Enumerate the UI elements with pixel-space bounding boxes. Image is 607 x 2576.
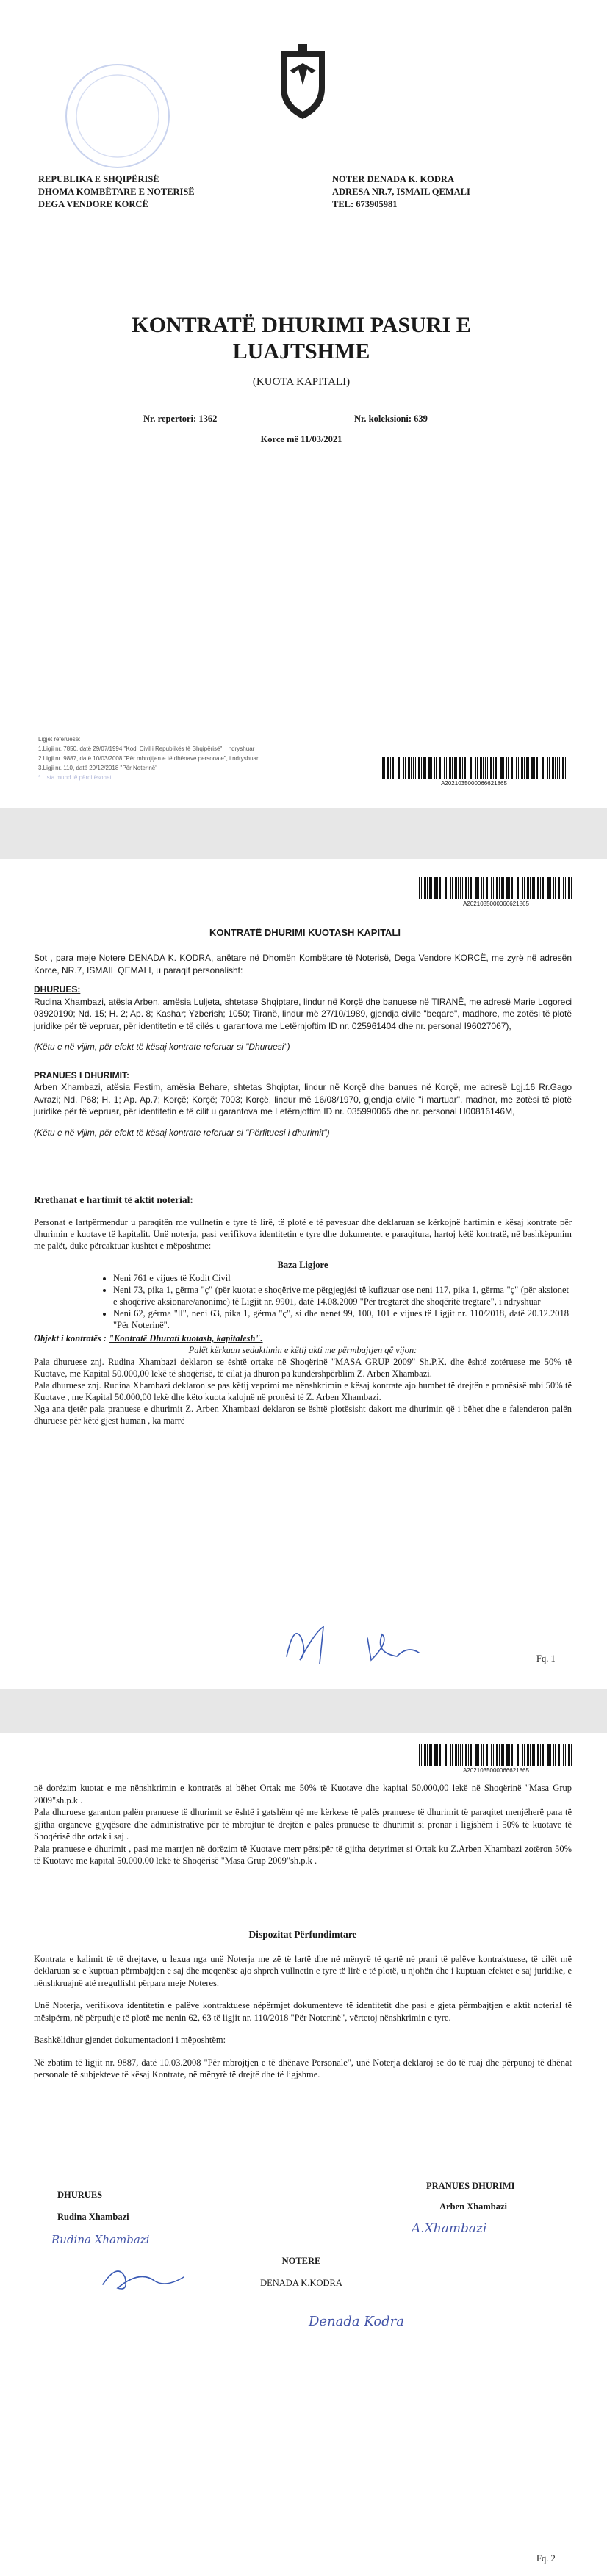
legal-base-heading: Baza Ligjore — [277, 1260, 328, 1270]
law-item: 2.Ligji nr. 9887, datë 10/03/2008 "Për mbrojtjen e të dhënave personale", i ndryshuar — [38, 755, 259, 762]
clause-4: Pala dhuruese garanton palën pranuese të dhurimit se është i gatshëm që me kërkese të palës pranuese të dhurimit të paraqitet menjëherë para të gjitha organeve gjyqësore dhe administrative për të mbrojtur të drejtën e palës pranuese të dhurimit si pronar i ligjshëm i 50% të kuotave të Shoqërisë dhe ortak i saj . — [34, 1807, 572, 1841]
object-label: Objekt i kontratës : — [34, 1333, 107, 1343]
clause-5: Pala pranuese e dhurimit , pasi me marrjen në dorëzim të Kuotave merr përsipër të gjitha detyrimet si Ortak ku Z.Arben Xhambazi zotëron 50% të Kuotave me kapital 50.000,00 lekë të Shoqërisë "Masa Grup 2009"sh.p.k . — [34, 1843, 572, 1866]
clause-continuation: në dorëzim kuotat e me nënshkrimin e kontratës ai bëhet Ortak me 50% të Kuotave dhe kapital 50.000,00 lekë në Shoqërinë "Masa Grup 2009"sh.p.k . — [34, 1783, 572, 1805]
page-1 — [0, 0, 607, 808]
object-value: "Kontratë Dhurati kuotash, kapitalesh". — [109, 1333, 263, 1343]
document-title: KONTRATË DHURIMI PASURI E LUAJTSHME — [132, 313, 471, 364]
right-header — [332, 173, 567, 211]
donor-label: DHURUES: — [34, 984, 81, 995]
parties-agreed: Palët kërkuan sedaktimin e këtij akti me përmbajtjen që vijon: — [188, 1345, 417, 1355]
notary-handwritten-name: Denada Kodra — [309, 2314, 405, 2329]
final-paragraph-3: Bashkëlidhur gjendet dokumentacioni i mëposhtëm: — [34, 2035, 226, 2045]
barcode — [419, 1744, 573, 1766]
barcode — [419, 877, 573, 899]
repertory-number: Nr. repertori: 1362 — [143, 414, 218, 424]
clause-2: Pala dhuruese znj. Rudina Xhambazi deklaron se pas këtij veprimi me nënshkrimin e kësaj kontrate ajo humbet të drejtën e pronësisë mbi 50% të Kuotave , me Kapital 50.000,00 lekë dhe këto kuota kalojnë në pronësi të Z. Arben Xhambazi. — [34, 1380, 572, 1402]
donors-label: DHURUES — [57, 2190, 103, 2200]
legal-base-item: • Neni 62, gërma "ll", neni 63, pika 1, gërma "ç", si dhe nenet 99, 100, 101 e vijues të Ligjit nr. 110/2018, datë 20.12.2018 "Për Noterinë". — [113, 1307, 569, 1331]
recipients-label: PRANUES DHURIMI — [426, 2181, 515, 2191]
clause-1: Pala dhuruese znj. Rudina Xhambazi deklaron se është ortake në Shoqërinë "MASA GRUP 2009" Sh.P.K, dhe është zotëruese me 50% të Kuotave, me Kapital 50.000,00 lekë të shoqërisë, të cilat ja dhuron pa kundërshpërblim Z. Arben Xhambazi. — [34, 1357, 572, 1379]
circumstances-text: Personat e lartpërmendur u paraqitën me vullnetin e tyre të lirë, të plotë e të pavesuar dhe deklaruan se kërkojnë hartimin e kësaj kontrate për dhurimin e kuotave të kapitalit. Unë noterja, pasi verifikova identitetin e tyre dhe dokumentet e paraqitura, hartoj këtë kontratë, në bashkëpunim me palët, duke përcaktuar kushtet e mëposhtme: — [34, 1217, 572, 1251]
notary-name: DENADA K.KODRA — [260, 2278, 342, 2288]
header-notary-name: NOTER DENADA K. KODRA — [332, 174, 454, 184]
donor-handwritten-name: Rudina Xhambazi — [51, 2233, 150, 2246]
final-provisions — [34, 1929, 572, 2081]
recipient-label: PRANUES I DHURIMIT: — [34, 1069, 130, 1080]
final-paragraph-2: Unë Noterja, verifikova identitetin e palëve kontraktuese nëpërmjet dokumenteve të identitetit dhe pasi e gjeta përmbajtjen e aktit noterial të mësipërm, në përputhje të plotë me nenin 62, 63 të ligjit nr. 110/2018 "Për Noterinë", vërtetoj nënshkrimin e tyre. — [34, 2000, 572, 2023]
recipient-handwritten-name: A.Xhambazi — [412, 2221, 487, 2236]
header-branch: DEGA VENDORE KORCË — [38, 199, 148, 209]
barcode — [382, 757, 566, 779]
intro-paragraph: Sot , para meje Notere DENADA K. KODRA, anëtare në Dhomën Kombëtare të Noterisë, Dega Vendore KORCË, me zyrë në adresën Korce, NR.7, ISMAIL QEMALI, u paraqit personalisht: — [34, 953, 572, 975]
contract-heading: KONTRATË DHURIMI KUOTASH KAPITALI — [209, 927, 401, 938]
stamp-mark — [51, 57, 184, 175]
signature-initials — [279, 1616, 448, 1667]
laws-heading: Ligjet referuese: — [38, 736, 81, 743]
place-date: Korce më 11/03/2021 — [260, 434, 342, 444]
final-paragraph-4: Në zbatim të ligjit nr. 9887, datë 10.03.2008 "Për mbrojtjen e të dhënave Personale", unë Noterja deklaroj se do të ruaj dhe përpunoj të dhënat personale të subjekteve të kësaj Kontrate, në mënyrë të drejtë dhe të ligjshme. — [34, 2057, 572, 2079]
contract-object — [34, 1332, 572, 1344]
donor-signature — [96, 2255, 198, 2299]
page-3-clauses — [34, 1782, 572, 1867]
barcode-number: A2021035000066621865 — [463, 1767, 529, 1774]
law-item: 1.Ligji nr. 7850, datë 29/07/1994 "Kodi Civil i Republikës të Shqipërisë", i ndryshuar — [38, 746, 255, 752]
page-number: Fq. 2 — [536, 2553, 556, 2564]
clause-3: Nga ana tjetër pala pranuese e dhurimit Z. Arben Xhambazi deklaron se është plotësisht dakort me dhurimin që i bëhet dhe e falenderon palën dhuruese për këtë gjest human , ka marrë — [34, 1404, 572, 1426]
barcode-number: A2021035000066621865 — [463, 901, 529, 907]
header-notary-phone: TEL: 673905981 — [332, 199, 398, 209]
legal-base-item: • Neni 761 e vijues të Kodit Civil — [113, 1272, 569, 1284]
left-header — [38, 173, 259, 211]
recipient-details: Arben Xhambazi, atësia Festim, amësia Behare, shtetas Shqiptar, lindur në Korçë dhe banues në Korçë, me adresë Lgj.16 Rr.Gago Avrazi; Nd. P68; H. 1; Ap. Ap.7; Korçë; Korçë; 7003; Korçë, lindur më 16/08/1970, gjendja civile "i martuar", madhor, me zotësi të plotë juridike për të vepruar, për identitetin e të cilit u garantova me Letërnjoftim ID nr. 035990065 dhe nr. personal H00816146M, — [34, 1082, 572, 1116]
header-chamber: DHOMA KOMBËTARE E NOTERISË — [38, 187, 195, 197]
donor-details: Rudina Xhambazi, atësia Arben, amësia Luljeta, shtetase Shqiptare, lindur në Korçë dhe banuese në TIRANË, me adresë Marie Logoreci 03920190; Nd. 15; H. 2; Ap. 8; Kashar; Yzberish; 1050; Tiranë, lindur më 27/10/1989, gjendja civile "beqare", madhore, me zotësi të plotë juridike për të vepruar, për identitetin e të cilës u garantova me Letërnjoftim ID nr. 025961404 dhe nr. personal I96027067), — [34, 996, 572, 1031]
final-heading: Dispozitat Përfundimtare — [248, 1929, 357, 1940]
page-2 — [0, 859, 607, 1689]
recipient-name: Arben Xhambazi — [439, 2201, 508, 2212]
page-number: Fq. 1 — [536, 1653, 556, 1664]
page-3 — [0, 1733, 607, 2576]
laws-note: * Lista mund të përditësohet — [38, 774, 112, 781]
recipient-reference: (Këtu e në vijim, për efekt të kësaj kontrate referuar si "Përfituesi i dhurimit") — [34, 1127, 330, 1138]
notary-label: NOTERE — [281, 2256, 321, 2266]
reference-laws — [38, 735, 347, 782]
legal-base-list — [100, 1272, 569, 1331]
header-republic: REPUBLIKA E SHQIPËRISË — [38, 174, 159, 184]
collection-number: Nr. koleksioni: 639 — [354, 414, 428, 424]
header-notary-address: ADRESA NR.7, ISMAIL QEMALI — [332, 187, 470, 197]
page-2-body — [34, 952, 572, 1155]
law-item: 3.Ligji nr. 110, datë 20/12/2018 "Për Noterinë" — [38, 765, 158, 771]
barcode-number: A2021035000066621865 — [441, 780, 507, 787]
circumstances-heading: Rrethanat e hartimit të aktit noterial: — [34, 1194, 193, 1205]
donor-reference: (Këtu e në vijim, për efekt të kësaj kontrate referuar si "Dhuruesi") — [34, 1042, 290, 1052]
final-paragraph-1: Kontrata e kalimit të të drejtave, u lexua nga unë Noterja me zë të lartë dhe në mënyrë të qartë në prani të palëve kontraktuese, të cilët më deklaruan se e kuptuan përmbajtjen e saj dhe meqenëse ajo shpreh vullnetin e tyre të lirë e të plotë, u njohën dhe i kuptuan efektet e saj juridike, e nënshkruajnë atë rregullisht përpara meje Noteres. — [34, 1953, 572, 1988]
legal-base-item: • Neni 73, pika 1, gërma "ç" (për kuotat e shoqërive me përgjegjësi të kufizuar ose neni 117, pika 1, gërma "ç" (për aksionet e shoqërive aksionare/anonime) të Ligjit nr. 9901, datë 14.08.2009 "Për tregtarët dhe shoqëritë tregtare", i ndryshuar — [113, 1284, 569, 1307]
donor-name: Rudina Xhambazi — [57, 2212, 129, 2222]
document-subtitle: (KUOTA KAPITALI) — [252, 376, 351, 388]
page-2-legal — [34, 1194, 572, 1426]
coat-of-arms-emblem — [267, 41, 338, 123]
